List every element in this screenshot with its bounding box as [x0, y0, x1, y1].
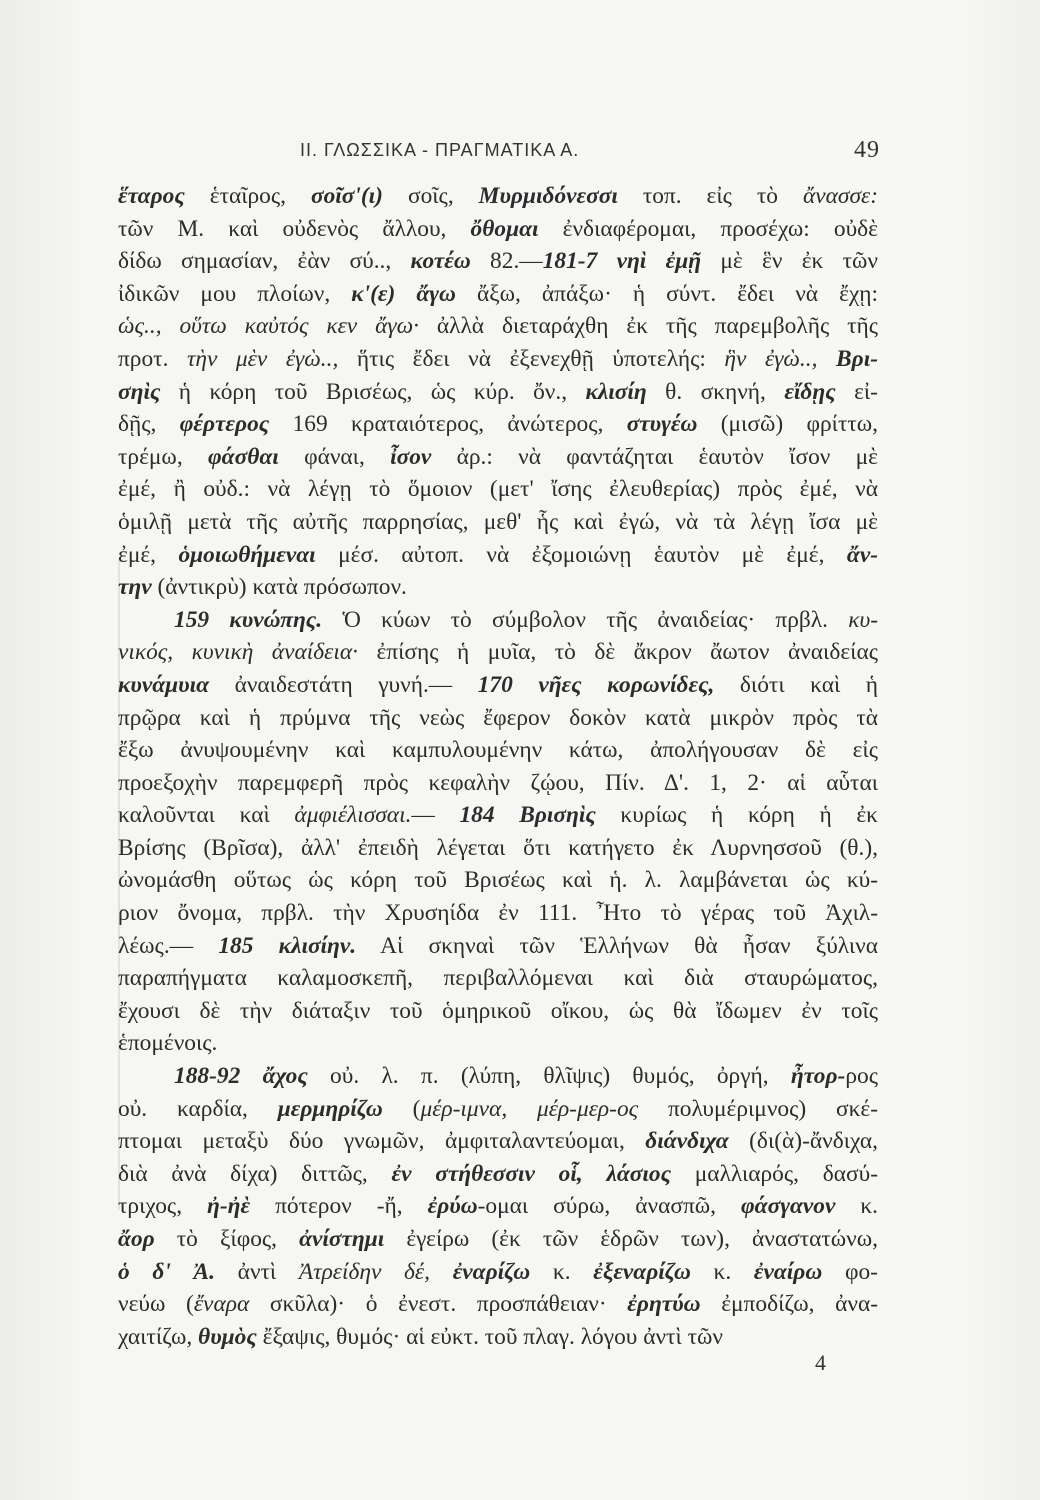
text-line: ἄορ τὸ ξίφος, ἀνίστημι ἐγείρω (ἐκ τῶν ἑδρῶν των), ἀναστατώνω,: [118, 1226, 878, 1252]
text-line: ἐμέ, ὁμοιωθήμεναι μέσ. αὐτοπ. νὰ ἐξομοιώνῃ ἑαυτὸν μὲ ἐμέ, ἄν-: [118, 541, 878, 568]
signature-mark: 4: [815, 1350, 826, 1375]
text-line: πρῷρα καὶ ἡ πρύμνα τῆς νεὼς ἔφερον δοκὸν κατὰ μικρὸν πρὸς τὰ: [118, 704, 878, 731]
text-line: νεύω (ἔναρα σκῦλα)· ὁ ἐνεστ. προσπάθειαν· ἐρητύω ἐμποδίζω, ἀνα-: [118, 1291, 878, 1318]
text-line: τῶν Μ. καὶ οὐδενὸς ἄλλου, ὄθομαι ἐνδιαφέρομαι, προσέχω: οὐδὲ: [118, 215, 878, 242]
text-line: λέως.— 185 κλισίην. Αἱ σκηναὶ τῶν Ἑλλήνων θὰ ἦσαν ξύλινα: [118, 932, 878, 959]
text-line: ἐμέ, ἢ οὐδ.: νὰ λέγῃ τὸ ὅμοιον (μετ' ἴσης ἐλευθερίας) πρὸς ἐμέ, νὰ: [118, 476, 878, 503]
text-line: διὰ ἀνὰ δίχα) διττῶς, ἐν στήθεσσιν οἷ, λάσιος μαλλιαρός, δασύ-: [118, 1160, 878, 1187]
page-number: 49: [854, 137, 880, 163]
text-line: ἰδικῶν μου πλοίων, κ'(ε) ἄγω ἄξω, ἀπάξω· ἡ σύντ. ἔδει νὰ ἔχῃ:: [118, 280, 878, 307]
text-line: ἔχουσι δὲ τὴν διάταξιν τοῦ ὁμηρικοῦ οἴκου, ὡς θὰ ἴδωμεν ἐν τοῖς: [118, 997, 878, 1024]
running-header: [300, 137, 880, 163]
text-line: τριχος, ἠ-ἠὲ πότερον -ἤ, ἐρύω-ομαι σύρω, ἀνασπῶ, φάσγανον κ.: [118, 1193, 878, 1220]
text-line: 188-92 ἄχος οὐ. λ. π. (λύπη, θλῖψις) θυμός, ὀργή, ἦτορ-ρος: [174, 1063, 878, 1090]
text-line: πτομαι μεταξὺ δύο γνωμῶν, ἀμφιταλαντεύομαι, διάνδιχα (δι(ὰ)-ἄνδιχα,: [118, 1128, 878, 1155]
header-title: II. ΓΛΩΣΣΙΚΑ - ΠΡΑΓΜΑΤΙΚΑ Α.: [300, 140, 580, 160]
text-line: ριον ὄνομα, πρβλ. τὴν Χρυσηίδα ἐν 111. Ἦτο τὸ γέρας τοῦ Ἀχιλ-: [118, 900, 878, 927]
text-line: παραπήγματα καλαμοσκεπῆ, περιβαλλόμεναι καὶ διὰ σταυρώματος,: [118, 965, 878, 992]
text-line: Βρίσης (Βρῖσα), ἀλλ' ἐπειδὴ λέγεται ὅτι κατήγετο ἐκ Λυρνησσοῦ (θ.),: [118, 834, 878, 861]
text-line: ὁ δ' Ἀ. ἀντὶ Ἀτρείδην δέ, ἐναρίζω κ. ἐξεναρίζω κ. ἐναίρω φο-: [118, 1258, 878, 1285]
text-line: οὐ. καρδία, μερμηρίζω (μέρ-ιμνα, μέρ-μερ-ος πολυμέριμνος) σκέ-: [118, 1095, 878, 1122]
text-line: ἔξω ἀνυψουμένην καὶ καμπυλουμένην κάτω, ἀπολήγουσαν δὲ εἰς: [118, 737, 878, 764]
text-line: ὡς.., οὕτω καὐτός κεν ἄγω· ἀλλὰ διεταράχθη ἐκ τῆς παρεμβολῆς τῆς: [118, 313, 878, 340]
text-line: δῇς, φέρτερος 169 κραταιότερος, ἀνώτερος, στυγέω (μισῶ) φρίττω,: [118, 411, 878, 438]
text-line: προεξοχὴν παρεμφερῆ πρὸς κεφαλὴν ζῴου, Πίν. Δ'. 1, 2· αἱ αὗται: [118, 769, 878, 796]
text-line: ὠνομάσθη οὕτως ὡς κόρη τοῦ Βρισέως καὶ ἡ. λ. λαμβάνεται ὡς κύ-: [118, 867, 878, 894]
text-line: κυνάμυια ἀναιδεστάτη γυνή.— 170 νῆες κορωνίδες, διότι καὶ ἡ: [118, 671, 878, 698]
text-line: χαιτίζω, θυμὸς ἔξαψις, θυμός· αἱ εὐκτ. τοῦ πλαγ. λόγου ἀντὶ τῶν: [118, 1323, 723, 1350]
text-line: την (ἀντικρὺ) κατὰ πρόσωπον.: [118, 574, 407, 601]
text-line: ἕταρος ἑταῖρος, σοῖσ'(ι) σοῖς, Μυρμιδόνεσσι τοπ. εἰς τὸ ἄνασσε:: [118, 183, 878, 209]
text-line: δίδω σημασίαν, ἐὰν σύ.., κοτέω 82.—181-7 νηὶ ἐμῇ μὲ ἓν ἐκ τῶν: [118, 248, 878, 275]
text-line: ὁμιλῇ μετὰ τῆς αὐτῆς παρρησίας, μεθ' ἧς καὶ ἐγώ, νὰ τὰ λέγῃ ἴσα μὲ: [118, 508, 878, 535]
text-line: σηὶς ἡ κόρη τοῦ Βρισέως, ὡς κύρ. ὄν., κλισίη θ. σκηνή, εἴδῃς εἰ-: [118, 378, 878, 405]
text-line: ἑπομένοις.: [118, 1030, 218, 1057]
commentary-body: [118, 180, 878, 1353]
text-line: προτ. τὴν μὲν ἐγὼ.., ἥτις ἔδει νὰ ἐξενεχθῇ ὑποτελής: ἣν ἐγὼ.., Βρι-: [118, 345, 878, 372]
text-line: 159 κυνώπης. Ὁ κύων τὸ σύμβολον τῆς ἀναιδείας· πρβλ. κυ-: [174, 606, 878, 633]
text-line: τρέμω, φάσθαι φάναι, ἶσον ἀρ.: νὰ φαντάζηται ἑαυτὸν ἴσον μὲ: [118, 443, 878, 470]
text-line: νικός, κυνικὴ ἀναίδεια· ἐπίσης ἡ μυῖα, τὸ δὲ ἄκρον ἄωτον ἀναιδείας: [118, 639, 878, 666]
text-line: καλοῦνται καὶ ἀμφιέλισσαι.— 184 Βρισηὶς κυρίως ἡ κόρη ἡ ἐκ: [118, 802, 878, 829]
